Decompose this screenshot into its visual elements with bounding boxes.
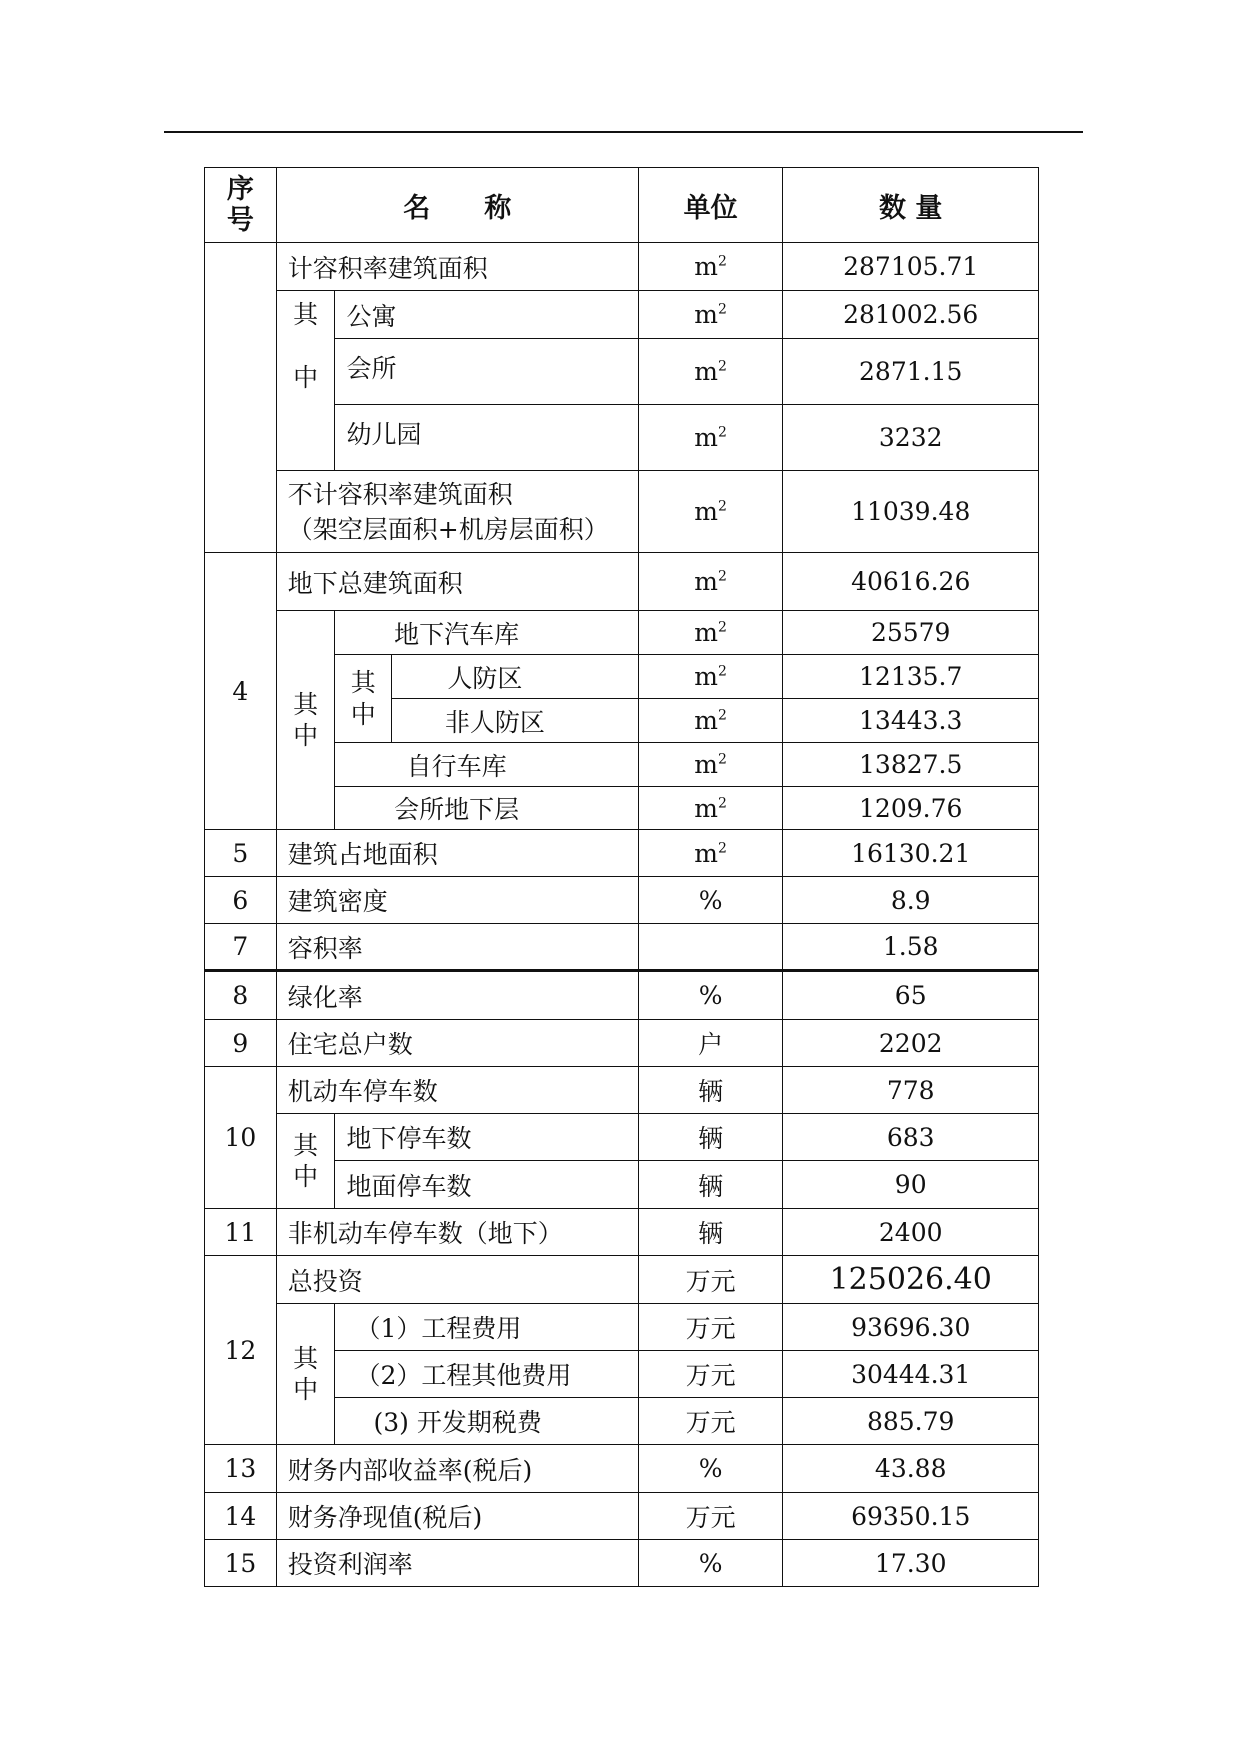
row-unit: % xyxy=(638,1445,783,1493)
table-row xyxy=(205,471,1039,553)
row-qty: 93696.30 xyxy=(783,1304,1039,1351)
table-row xyxy=(205,553,1039,611)
row-qty: 125026.40 xyxy=(783,1256,1039,1304)
row-unit: 辆 xyxy=(638,1067,783,1114)
header-unit: 单位 xyxy=(638,168,783,243)
row-unit: $m^2$ xyxy=(638,787,783,830)
row-seq: 13 xyxy=(205,1445,277,1493)
row-name: 投资利润率 xyxy=(276,1540,638,1587)
row-unit: $m^2$ xyxy=(638,339,783,405)
row-name: 容积率 xyxy=(276,924,638,971)
row-name: （2）工程其他费用 xyxy=(335,1351,638,1398)
row-name: 非机动车停车数（地下） xyxy=(276,1209,638,1256)
row-name: 人防区 xyxy=(391,655,638,699)
row-qty: 11039.48 xyxy=(783,471,1039,553)
row-unit: $m^2$ xyxy=(638,243,783,291)
row-name: 地下汽车库 xyxy=(335,611,638,655)
table-row xyxy=(205,877,1039,924)
row-name: 计容积率建筑面积 xyxy=(276,243,638,291)
row-unit: % xyxy=(638,1540,783,1587)
row-unit: $m^2$ xyxy=(638,405,783,471)
row-unit: $m^2$ xyxy=(638,611,783,655)
row-qty: 885.79 xyxy=(783,1398,1039,1445)
table-row xyxy=(205,243,1039,291)
row-name: 机动车停车数 xyxy=(276,1067,638,1114)
row-qty: 17.30 xyxy=(783,1540,1039,1587)
row-seq: 7 xyxy=(205,924,277,971)
row-seq: 10 xyxy=(205,1067,277,1209)
row-qty: 1.58 xyxy=(783,924,1039,971)
row-qty: 43.88 xyxy=(783,1445,1039,1493)
row-qty: 2871.15 xyxy=(783,339,1039,405)
row-seq: 12 xyxy=(205,1256,277,1445)
row-name: 非人防区 xyxy=(391,699,638,743)
table-row xyxy=(205,1067,1039,1114)
row-qty: 25579 xyxy=(783,611,1039,655)
row-qty: 683 xyxy=(783,1114,1039,1161)
row-unit: 户 xyxy=(638,1020,783,1067)
table-row xyxy=(205,611,1039,655)
qizhong-label: 其 中 xyxy=(276,291,335,471)
row-unit: % xyxy=(638,971,783,1020)
row-unit: 辆 xyxy=(638,1114,783,1161)
table-row xyxy=(205,1304,1039,1351)
row-unit: 万元 xyxy=(638,1493,783,1540)
row-qty: 13827.5 xyxy=(783,743,1039,787)
row-unit: 万元 xyxy=(638,1351,783,1398)
qizhong-label: 其 中 xyxy=(276,611,335,830)
row-qty: 69350.15 xyxy=(783,1493,1039,1540)
header-name: 名 称 xyxy=(276,168,638,243)
row-unit: 辆 xyxy=(638,1209,783,1256)
data-table xyxy=(204,167,1039,1587)
row-name: 会所地下层 xyxy=(335,787,638,830)
row-unit: 辆 xyxy=(638,1161,783,1209)
row-name: 地面停车数 xyxy=(335,1161,638,1209)
row-name: 建筑占地面积 xyxy=(276,830,638,877)
table-row xyxy=(205,971,1039,1020)
row-seq: 11 xyxy=(205,1209,277,1256)
row-qty: 3232 xyxy=(783,405,1039,471)
row-name: 幼儿园 xyxy=(335,405,638,471)
row-qty: 12135.7 xyxy=(783,655,1039,699)
qizhong-label: 其 中 xyxy=(335,655,392,743)
seq-cell-blank xyxy=(205,243,277,553)
row-unit: $m^2$ xyxy=(638,291,783,339)
row-name: 地下总建筑面积 xyxy=(276,553,638,611)
row-qty: 65 xyxy=(783,971,1039,1020)
row-seq: 8 xyxy=(205,971,277,1020)
row-name: 财务净现值(税后) xyxy=(276,1493,638,1540)
row-unit: $m^2$ xyxy=(638,699,783,743)
table-row xyxy=(205,291,1039,339)
row-seq: 9 xyxy=(205,1020,277,1067)
row-name: 地下停车数 xyxy=(335,1114,638,1161)
row-qty: 13443.3 xyxy=(783,699,1039,743)
row-qty: 778 xyxy=(783,1067,1039,1114)
header-seq: 序 号 xyxy=(205,168,277,243)
row-qty: 2400 xyxy=(783,1209,1039,1256)
table-row xyxy=(205,924,1039,971)
row-unit: $m^2$ xyxy=(638,743,783,787)
row-seq: 4 xyxy=(205,553,277,830)
row-unit: $m^2$ xyxy=(638,553,783,611)
row-name: 不计容积率建筑面积 （架空层面积+机房层面积） xyxy=(276,471,638,553)
table-row xyxy=(205,1256,1039,1304)
row-name: （1）工程费用 xyxy=(335,1304,638,1351)
row-name: 会所 xyxy=(335,339,638,405)
row-seq: 15 xyxy=(205,1540,277,1587)
row-name: (3) 开发期税费 xyxy=(335,1398,638,1445)
row-seq: 5 xyxy=(205,830,277,877)
row-unit: $m^2$ xyxy=(638,830,783,877)
row-unit xyxy=(638,924,783,971)
row-name: 自行车库 xyxy=(335,743,638,787)
row-qty: 30444.31 xyxy=(783,1351,1039,1398)
table-row xyxy=(205,830,1039,877)
row-name: 住宅总户数 xyxy=(276,1020,638,1067)
table-row xyxy=(205,1209,1039,1256)
row-qty: 90 xyxy=(783,1161,1039,1209)
row-qty: 2202 xyxy=(783,1020,1039,1067)
row-unit: % xyxy=(638,877,783,924)
header-qty: 数 量 xyxy=(783,168,1039,243)
row-qty: 1209.76 xyxy=(783,787,1039,830)
row-name: 财务内部收益率(税后) xyxy=(276,1445,638,1493)
header-rule xyxy=(164,131,1083,133)
row-name: 公寓 xyxy=(335,291,638,339)
table-row xyxy=(205,1445,1039,1493)
header-row xyxy=(205,168,1039,243)
row-qty: 16130.21 xyxy=(783,830,1039,877)
row-unit: 万元 xyxy=(638,1398,783,1445)
table-row xyxy=(205,1493,1039,1540)
row-unit: 万元 xyxy=(638,1256,783,1304)
row-unit: $m^2$ xyxy=(638,471,783,553)
qizhong-label: 其 中 xyxy=(276,1114,335,1209)
row-qty: 40616.26 xyxy=(783,553,1039,611)
row-seq: 14 xyxy=(205,1493,277,1540)
qizhong-label: 其 中 xyxy=(276,1304,335,1445)
row-qty: 8.9 xyxy=(783,877,1039,924)
table-row xyxy=(205,1114,1039,1161)
row-name: 建筑密度 xyxy=(276,877,638,924)
row-qty: 287105.71 xyxy=(783,243,1039,291)
row-name: 绿化率 xyxy=(276,971,638,1020)
row-qty: 281002.56 xyxy=(783,291,1039,339)
row-unit: 万元 xyxy=(638,1304,783,1351)
table-row xyxy=(205,1020,1039,1067)
row-unit: $m^2$ xyxy=(638,655,783,699)
row-seq: 6 xyxy=(205,877,277,924)
table-row xyxy=(205,1540,1039,1587)
row-name: 总投资 xyxy=(276,1256,638,1304)
